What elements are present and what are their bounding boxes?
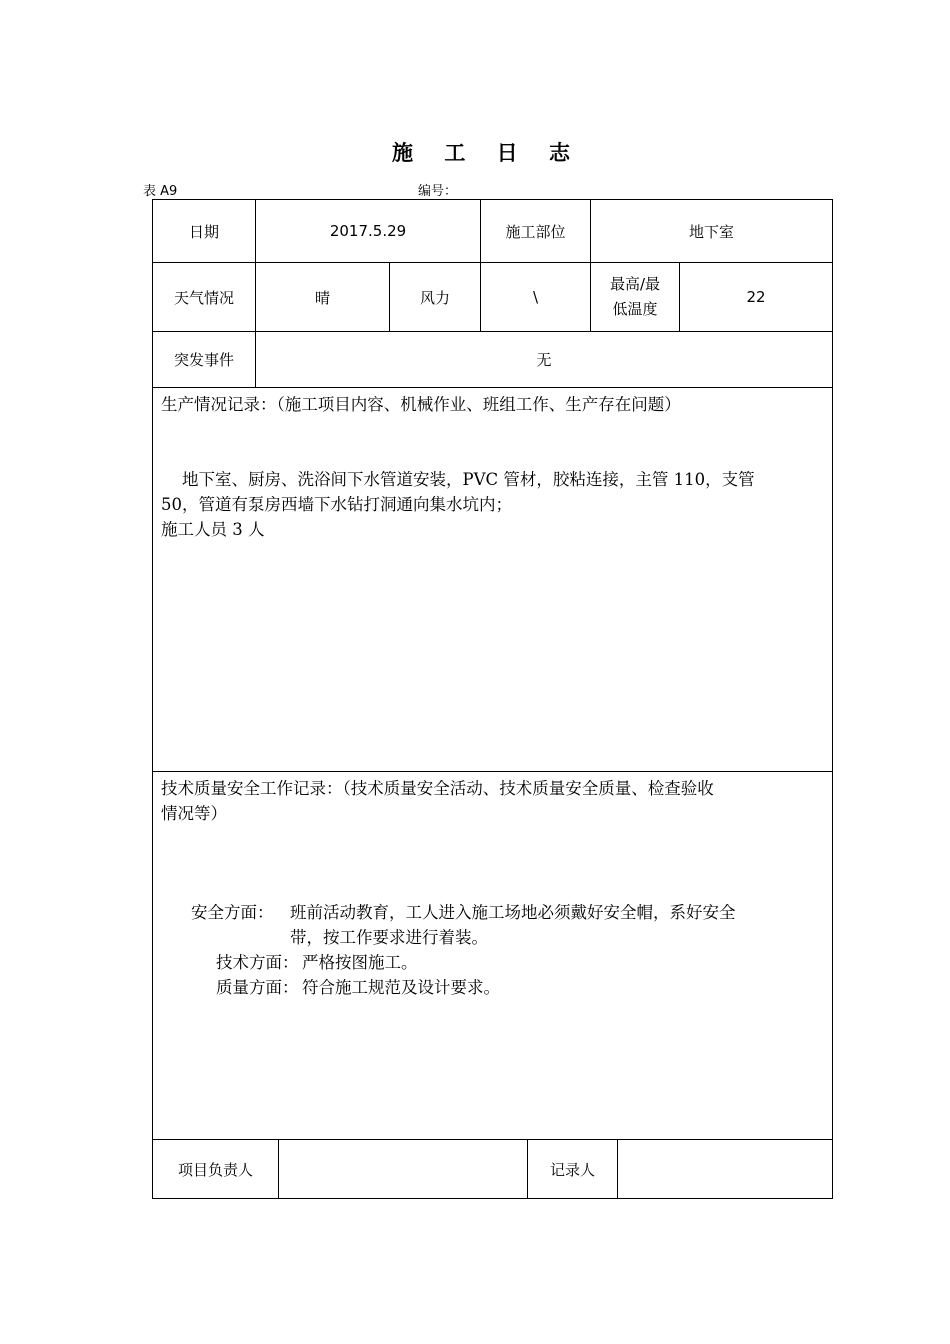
- safety-text-line-1: 班前活动教育，工人进入施工场地必须戴好安全帽，系好安全: [290, 903, 736, 922]
- production-line-1: 地下室、厨房、洗浴间下水管道安装，PVC 管材，胶粘连接，主管 110，支管: [161, 470, 755, 489]
- temperature-label-line-1: 最高/最: [609, 275, 661, 293]
- quality-text: 符合施工规范及设计要求。: [302, 978, 500, 997]
- temperature-value[interactable]: 22: [680, 263, 832, 332]
- recorder-label: 记录人: [528, 1140, 618, 1198]
- wind-label: 风力: [390, 263, 481, 332]
- page-title: 施 工 日 志: [392, 141, 582, 165]
- recorder-value[interactable]: [618, 1140, 832, 1198]
- technical-quality-safety-section[interactable]: [153, 772, 832, 1140]
- weather-label: 天气情况: [153, 263, 256, 332]
- weather-value[interactable]: 晴: [256, 263, 390, 332]
- production-record-section[interactable]: [153, 388, 832, 772]
- safety-label: 安全方面：: [191, 903, 274, 922]
- wind-value[interactable]: \: [481, 263, 591, 332]
- production-heading: 生产情况记录：（施工项目内容、机械作业、班组工作、生产存在问题）: [161, 395, 681, 414]
- technical-text: 严格按图施工。: [302, 953, 418, 972]
- date-label: 日期: [153, 200, 256, 263]
- construction-log-table: [152, 199, 833, 1199]
- location-label: 施工部位: [481, 200, 591, 263]
- production-line-3: 施工人员 3 人: [161, 520, 265, 539]
- location-value[interactable]: 地下室: [591, 200, 832, 263]
- production-line-2: 50，管道有泵房西墙下水钻打洞通向集水坑内；: [161, 495, 512, 514]
- technical-heading-line-1: 技术质量安全工作记录：（技术质量安全活动、技术质量安全质量、检查验收: [161, 779, 714, 798]
- temperature-label: [591, 263, 680, 332]
- project-manager-value[interactable]: [279, 1140, 528, 1198]
- date-value[interactable]: 2017.5.29: [256, 200, 481, 263]
- incident-label: 突发事件: [153, 332, 256, 388]
- incident-value[interactable]: 无: [256, 332, 832, 388]
- technical-heading-line-2: 情况等）: [161, 804, 227, 823]
- technical-label: 技术方面：: [216, 953, 299, 972]
- project-manager-label: 项目负责人: [153, 1140, 279, 1198]
- serial-number-label: 编号：: [418, 184, 458, 199]
- temperature-label-line-2: 低温度: [612, 300, 658, 318]
- quality-label: 质量方面：: [216, 978, 299, 997]
- form-code: 表 A9: [143, 184, 178, 199]
- safety-text-line-2: 带，按工作要求进行着装。: [290, 928, 488, 947]
